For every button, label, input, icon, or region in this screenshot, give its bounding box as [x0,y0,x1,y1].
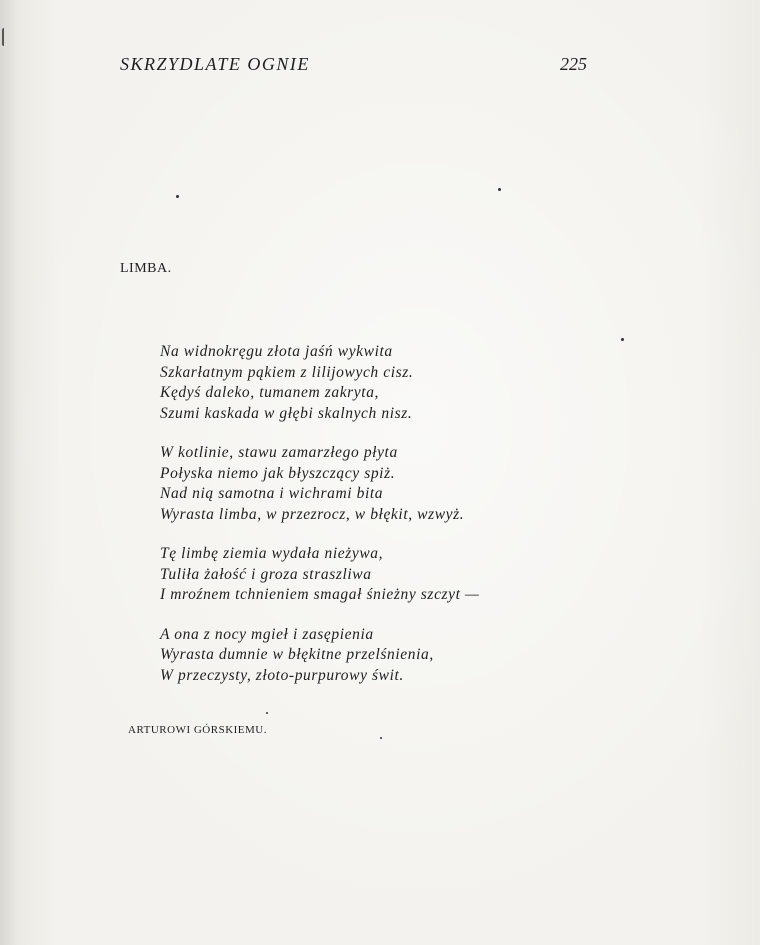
poem-line: Połyska niemo jak błyszczący spiż. [160,464,396,482]
poem-line: Na widnokręgu złota jaśń wykwita [160,343,393,360]
page-number: 225 [560,54,587,74]
running-title: SKRZYDLATE OGNIE [120,54,310,74]
ink-speck [621,338,624,341]
poem-line: Nad nią samotna i wichrami bita [160,485,384,502]
stanza-2 [160,443,479,525]
poem-line: Tę limbę ziemia wydała nieżywa, [160,545,384,562]
ink-speck [380,737,382,739]
stanza-4 [160,625,479,687]
poem-line: Szumi kaskada w głębi skalnych nisz. [160,404,413,422]
poem-body [160,342,479,705]
poem-line: Tuliła żałość i groza straszliwa [160,565,372,583]
dedication: ARTUROWI GÓRSKIEMU. [128,724,268,736]
poem-line: W kotlinie, stawu zamarzłego płyta [160,444,398,461]
ink-speck [176,195,179,198]
poem-line: Wyrasta limba, w przezrocz, w błękit, wzwyż. [160,505,465,523]
poem-line: Szkarłatnym pąkiem z lilijowych cisz. [160,363,414,381]
poem-line: W przeczysty, złoto-purpurowy świt. [160,666,404,684]
poem-title: LIMBA. [120,261,172,276]
stanza-3 [160,544,479,606]
stanza-1 [160,342,479,424]
poem-line: A ona z nocy mgieł i zasępienia [160,625,374,643]
poem-line: Kędyś daleko, tumanem zakryta, [160,384,380,401]
poem-line: I mroźnem tchnieniem smagał śnieżny szczyt — [160,586,480,603]
ink-speck [498,188,501,191]
bleed-through-text [505,410,509,431]
poem-line: Wyrasta dumnie w błękitne przelśnienia, [160,646,434,663]
page-edge-mark [2,28,8,46]
ink-speck [266,712,268,714]
